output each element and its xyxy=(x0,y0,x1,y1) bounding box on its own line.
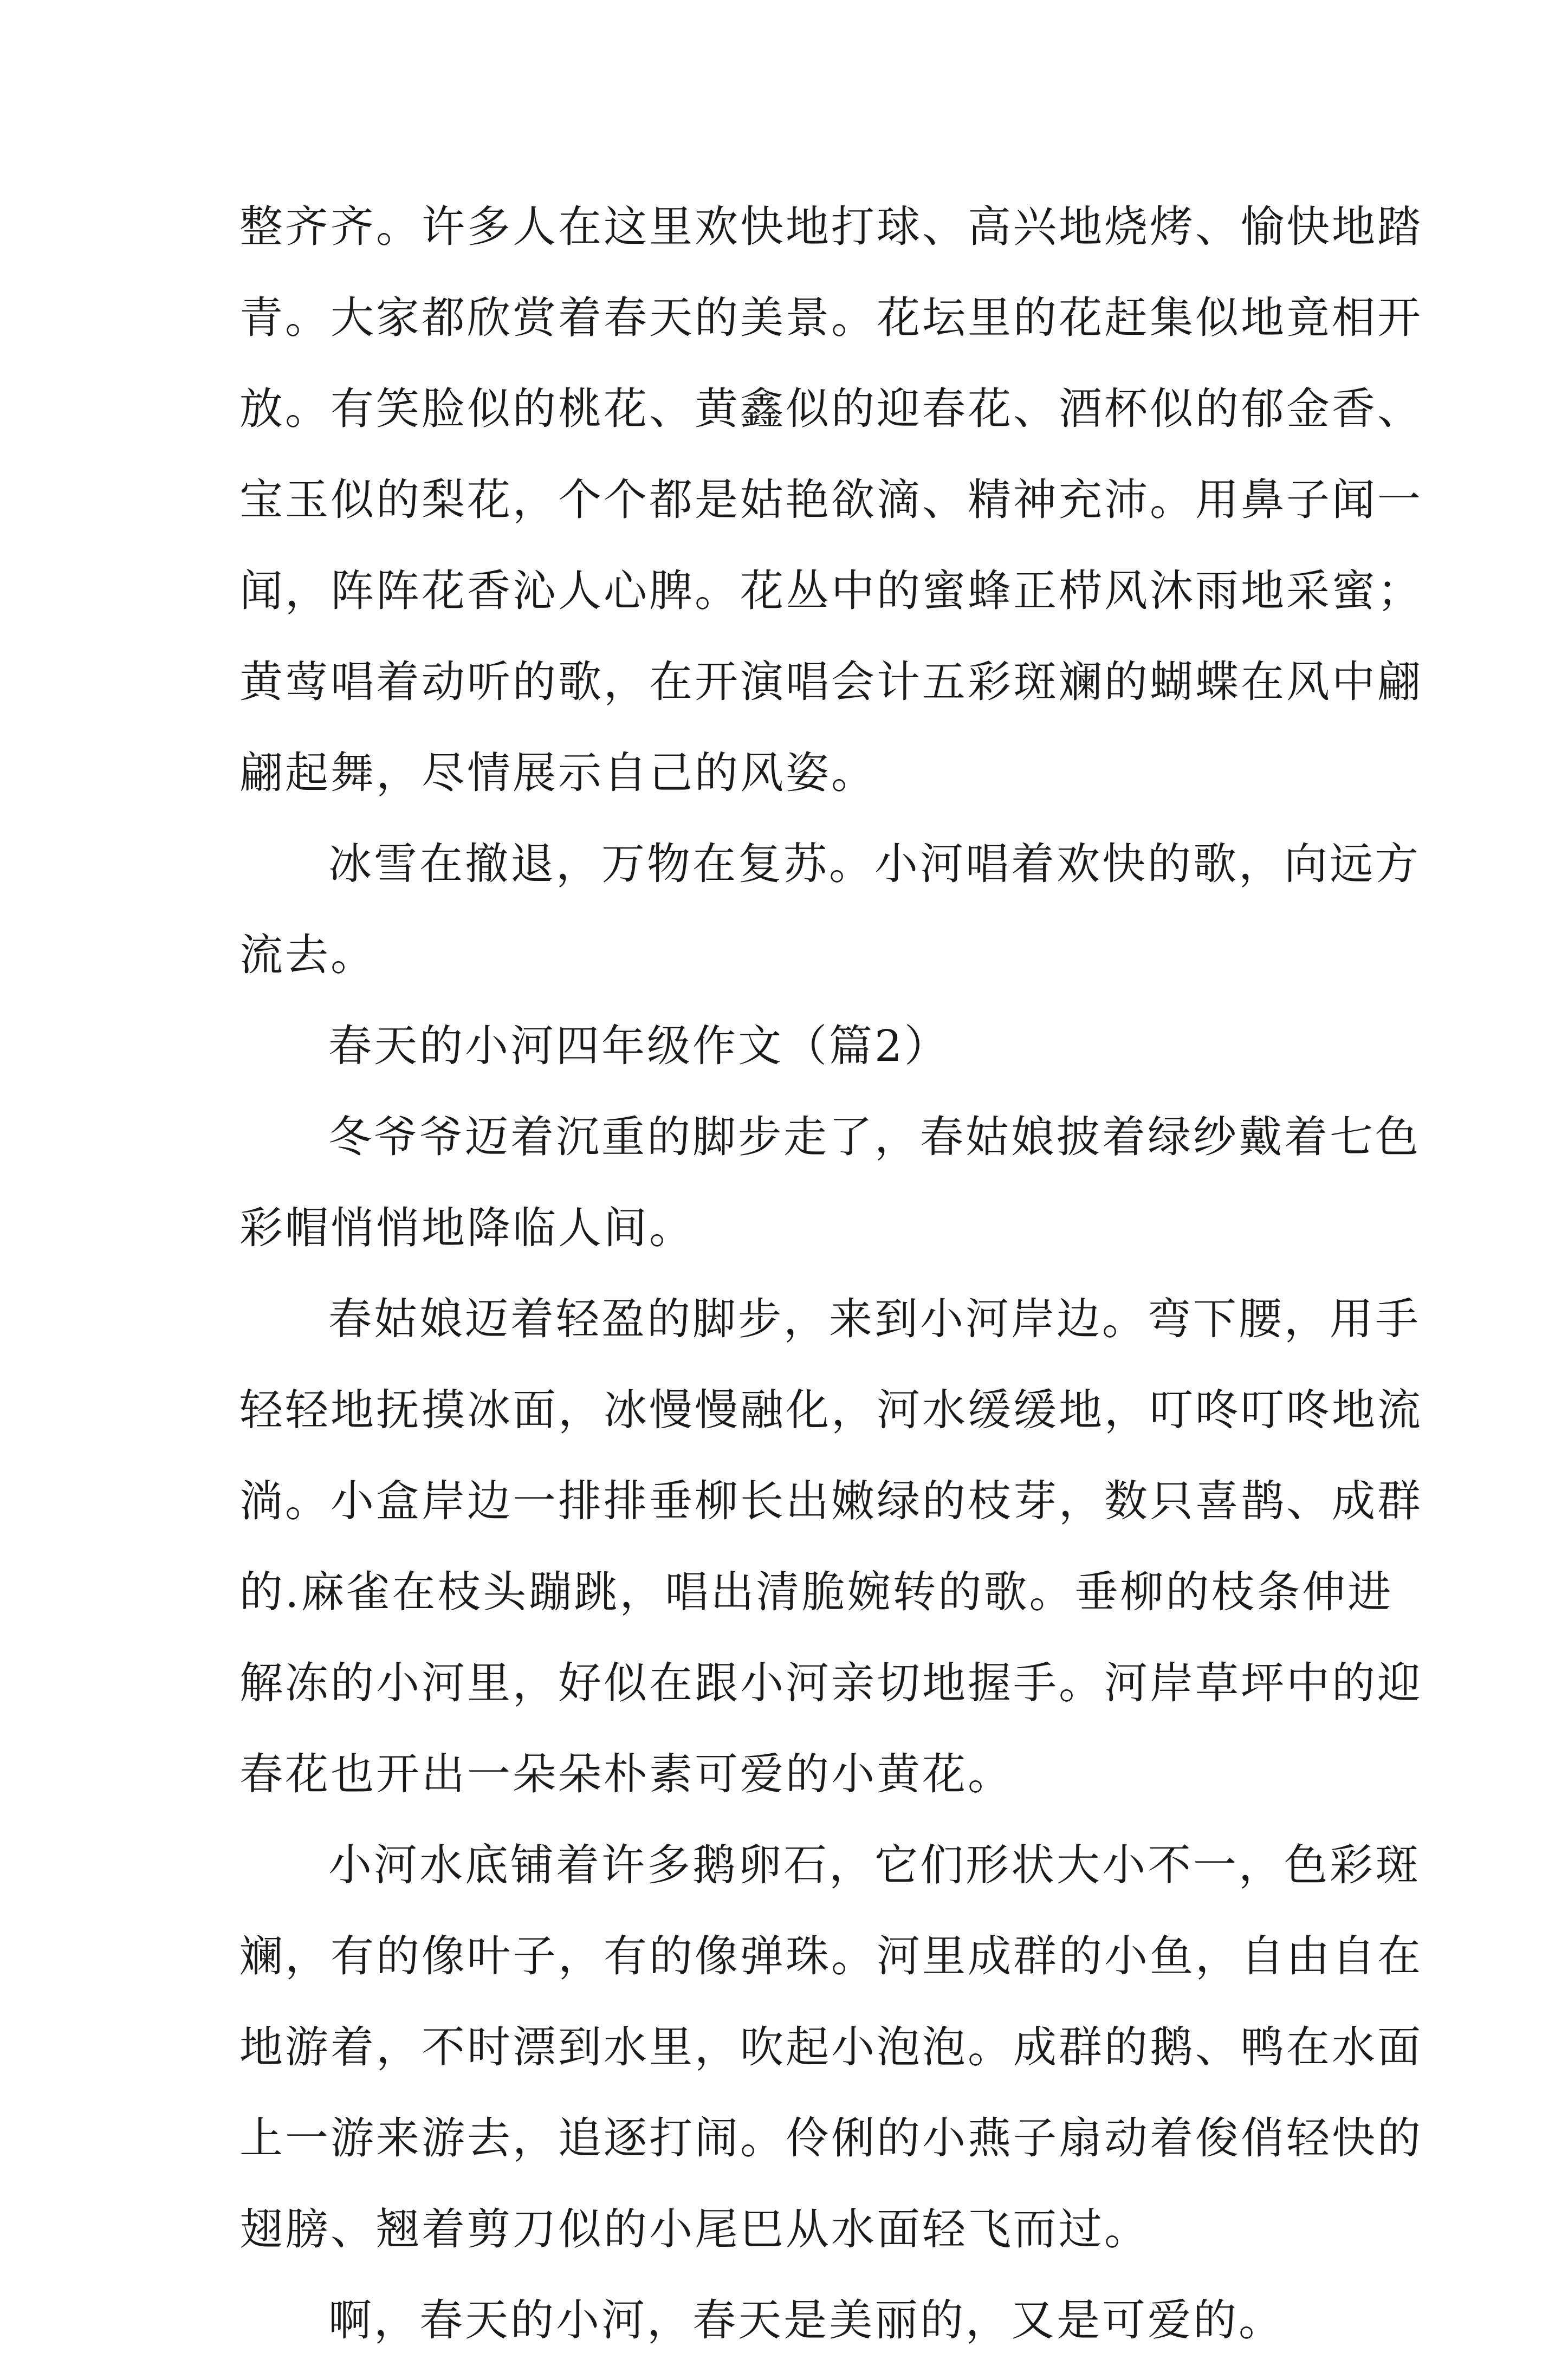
document-body xyxy=(239,181,1423,2366)
text-line: 轻轻地抚摸冰面，冰慢慢融化，河水缓缓地，叮咚叮咚地流 xyxy=(239,1385,1423,1435)
text-line: 彩帽悄悄地降临人间。 xyxy=(239,1203,695,1253)
text-line: 解冻的小河里，好似在跟小河亲切地握手。河岸草坪中的迎 xyxy=(239,1658,1423,1708)
paragraph-start-line: 啊，春天的小河，春天是美丽的，又是可爱的。 xyxy=(328,2295,1284,2345)
text-line: 春花也开出一朵朵朴素可爱的小黄花。 xyxy=(239,1749,1013,1799)
text-line: 上一游来游去，追逐打闹。伶俐的小燕子扇动着俊俏轻快的 xyxy=(239,2113,1423,2163)
text-line: 斓，有的像叶子，有的像弹珠。河里成群的小鱼，自由自在 xyxy=(239,1931,1423,1981)
text-line: 宝玉似的梨花，个个都是姑艳欲滴、精神充沛。用鼻子闻一 xyxy=(239,475,1423,525)
text-line: 放。有笑脸似的桃花、黄鑫似的迎春花、酒杯似的郁金香、 xyxy=(239,384,1423,434)
paragraph-start-line: 冬爷爷迈着沉重的脚步走了，春姑娘披着绿纱戴着七色 xyxy=(328,1112,1421,1162)
text-line: 的.麻雀在枝头蹦跳，唱出清脆婉转的歌。垂柳的枝条伸进 xyxy=(239,1567,1394,1617)
paragraph-start-line: 小河水底铺着许多鹅卵石，它们形状大小不一，色彩斑 xyxy=(328,1840,1421,1890)
paragraph-start-line: 冰雪在撤退，万物在复苏。小河唱着欢快的歌，向远方 xyxy=(328,839,1421,889)
text-line: 闻，阵阵花香沁人心脾。花丛中的蜜蜂正栉风沐雨地采蜜； xyxy=(239,566,1423,616)
text-line: 翩起舞，尽情展示自己的风姿。 xyxy=(239,748,877,798)
text-line: 整齐齐。许多人在这里欢快地打球、高兴地烧烤、愉快地踏 xyxy=(239,202,1423,252)
text-line: 淌。小盒岸边一排排垂柳长出嫩绿的枝芽，数只喜鹊、成群 xyxy=(239,1476,1423,1526)
section-heading: 春天的小河四年级作文（篇2） xyxy=(328,1021,950,1071)
text-line: 流去。 xyxy=(239,930,376,980)
text-line: 翅膀、翘着剪刀似的小尾巴从水面轻飞而过。 xyxy=(239,2204,1150,2254)
text-line: 黄莺唱着动听的歌，在开演唱会计五彩斑斓的蝴蝶在风中翩 xyxy=(239,657,1423,707)
text-line: 地游着，不时漂到水里，吹起小泡泡。成群的鹅、鸭在水面 xyxy=(239,2022,1423,2072)
paragraph-start-line: 春姑娘迈着轻盈的脚步，来到小河岸边。弯下腰，用手 xyxy=(328,1294,1421,1344)
text-line: 青。大家都欣赏着春天的美景。花坛里的花赶集似地竟相开 xyxy=(239,293,1423,343)
